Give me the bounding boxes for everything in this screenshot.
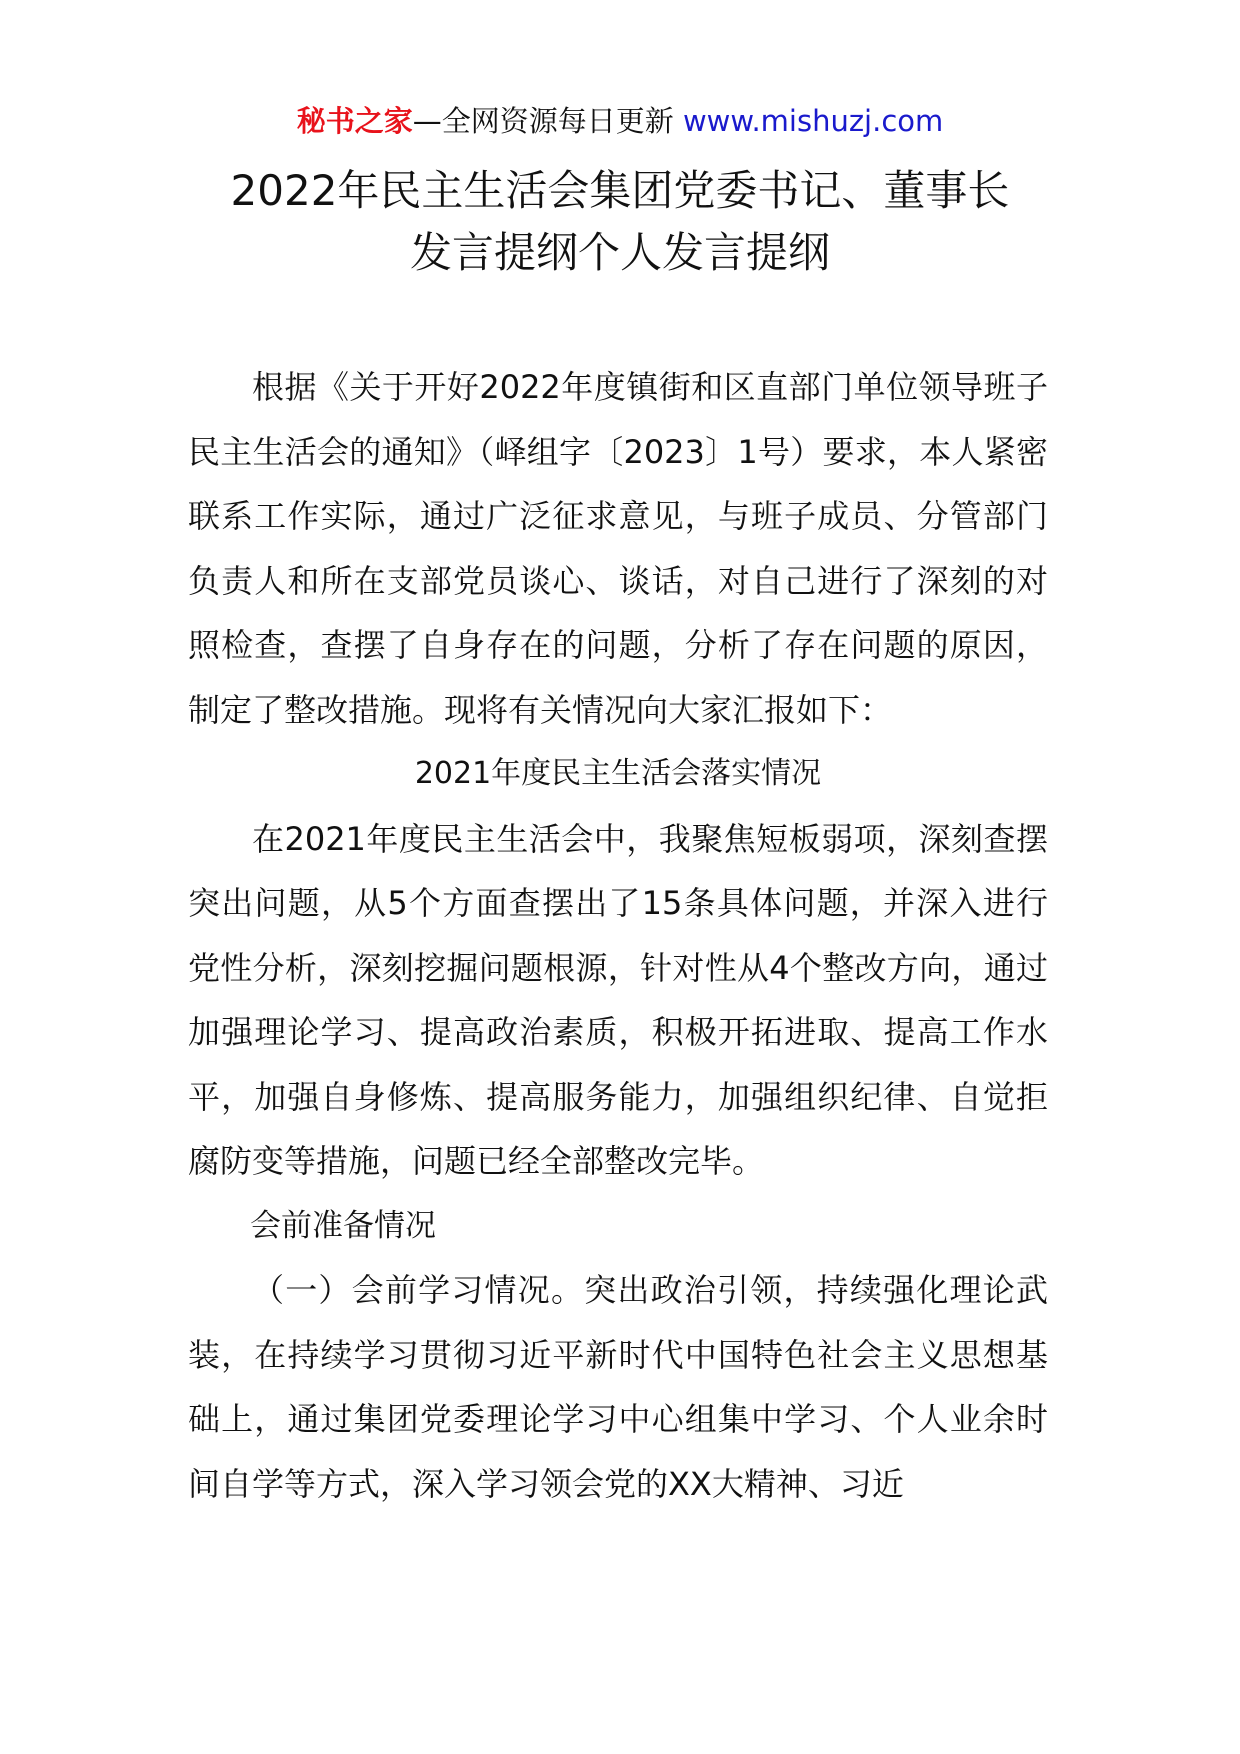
- site-url-link[interactable]: www.mishuzj.com: [682, 104, 944, 138]
- banner-tagline: —全网资源每日更新: [412, 104, 674, 138]
- title-line-2: 发言提纲个人发言提纲: [409, 228, 830, 277]
- source-banner: [0, 101, 1240, 141]
- title-line-1: 2022年民主生活会集团党委书记、董事长: [230, 166, 1010, 215]
- implementation-paragraph: 在2021年度民主生活会中，我聚焦短板弱项，深刻查摆突出问题，从5个方面查摆出了15条具体问题，并深入进行党性分析，深刻挖掘问题根源，针对性从4个整改方向，通过加强理论学习、提高政治素质，积极开拓进取、提高工作水平，加强自身修炼、提高服务能力，加强组织纪律、自觉拒腐防变等措施，问题已经全部整改完毕。: [188, 819, 1048, 1180]
- brand-name: 秘书之家: [296, 104, 413, 138]
- document-body: [188, 355, 1048, 1516]
- document-title: [120, 160, 1120, 284]
- section-heading-implementation: 2021年度民主生活会落实情况: [414, 756, 822, 791]
- section-heading-preparation: 会前准备情况: [250, 1207, 436, 1244]
- intro-paragraph: 根据《关于开好2022年度镇街和区直部门单位领导班子民主生活会的通知》（峄组字〔2023〕1号）要求，本人紧密联系工作实际，通过广泛征求意见，与班子成员、分管部门负责人和所在支部党员谈心、谈话，对自己进行了深刻的对照检查，查摆了自身存在的问题，分析了存在问题的原因，制定了整改措施。现将有关情况向大家汇报如下：: [188, 368, 1048, 729]
- preparation-paragraph: （一）会前学习情况。突出政治引领，持续强化理论武装，在持续学习贯彻习近平新时代中国特色社会主义思想基础上，通过集团党委理论学习中心组集中学习、个人业余时间自学等方式，深入学习领会党的XX大精神、习近: [188, 1271, 1048, 1503]
